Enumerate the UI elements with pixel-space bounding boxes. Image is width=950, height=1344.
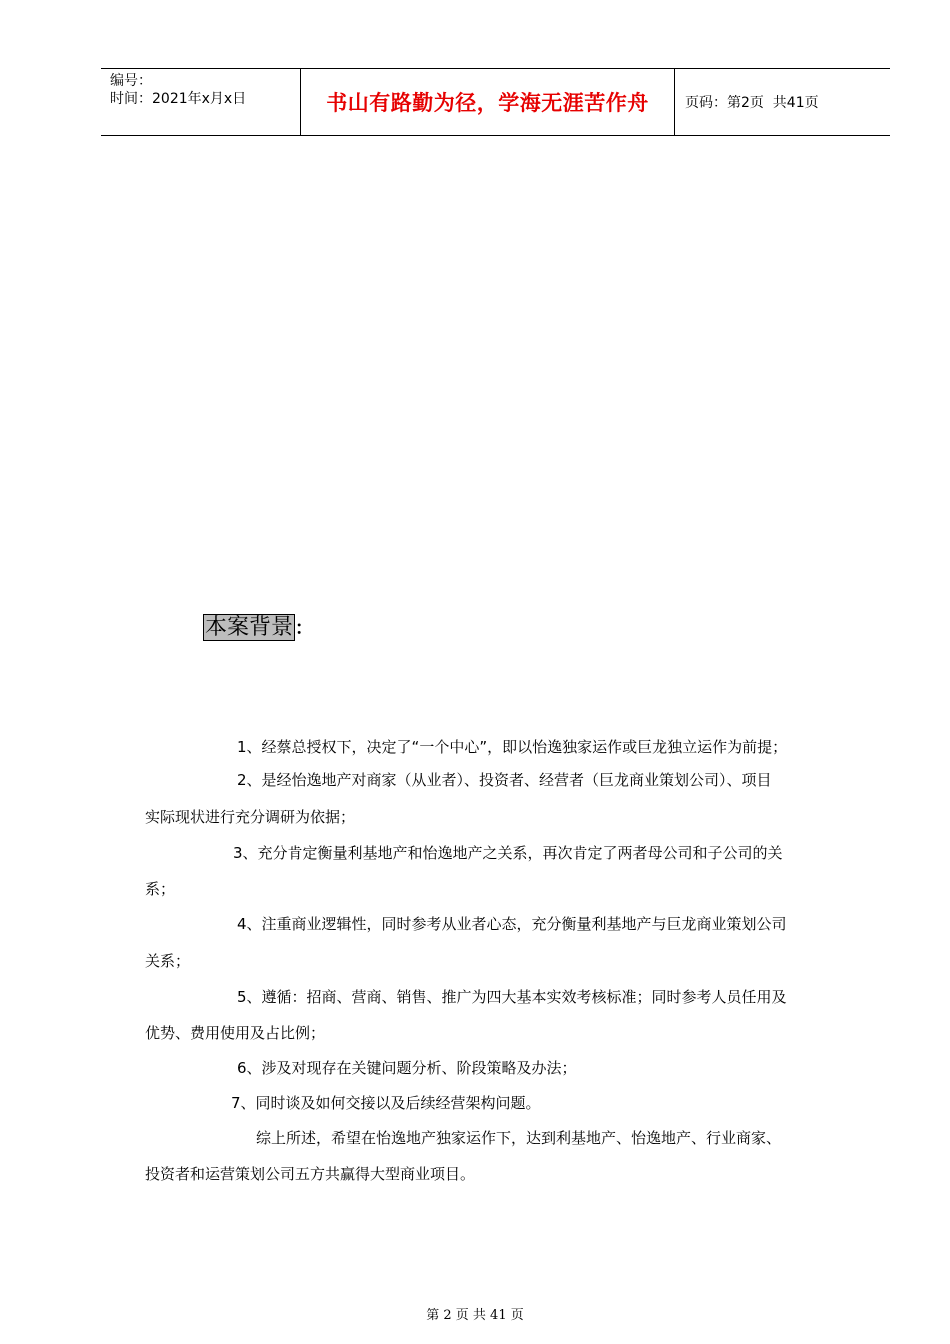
page-header [101,68,890,136]
header-motto: 书山有路勤为径，学海无涯苦作舟 [301,69,675,135]
paragraph-2-line-2: 实际现状进行充分调研为依据； [145,808,356,826]
document-number-label: 编号： [110,73,152,89]
paragraph-4-line-2: 关系； [145,952,191,970]
paragraph-3-line-2: 系； [145,880,176,898]
section-heading [203,614,313,643]
paragraph-4-line-1: 4、注重商业逻辑性，同时参考从业者心态，充分衡量利基地产与巨龙商业策划公司 [237,915,787,933]
paragraph-1: 1、经蔡总授权下，决定了“一个中心”，即以怡逸独家运作或巨龙独立运作为前提； [237,738,788,756]
paragraph-7: 7、同时谈及如何交接以及后续经营架构问题。 [231,1094,541,1112]
document-time-label: 时间：2021年x月x日 [110,91,247,107]
paragraph-5-line-2: 优势、费用使用及占比例； [145,1024,326,1042]
header-page-info [675,69,890,135]
section-heading-colon: ： [295,618,314,639]
summary-line-2: 投资者和运营策划公司五方共赢得大型商业项目。 [145,1165,476,1183]
page-footer: 第 2 页 共 41 页 [426,1308,524,1323]
header-page-info-text: 页码：第2页 共41页 [685,95,819,111]
paragraph-3-line-1: 3、充分肯定衡量利基地产和怡逸地产之关系，再次肯定了两者母公司和子公司的关 [233,844,783,862]
section-heading-text: 本案背景 [205,615,294,640]
paragraph-6: 6、涉及对现存在关键问题分析、阶段策略及办法； [237,1059,577,1077]
header-meta [101,69,301,135]
paragraph-2-line-1: 2、是经怡逸地产对商家（从业者）、投资者、经营者（巨龙商业策划公司）、项目 [237,771,772,789]
summary-line-1: 综上所述，希望在怡逸地产独家运作下，达到利基地产、怡逸地产、行业商家、 [256,1129,782,1147]
paragraph-5-line-1: 5、遵循：招商、营商、销售、推广为四大基本实效考核标准；同时参考人员任用及 [237,988,787,1006]
